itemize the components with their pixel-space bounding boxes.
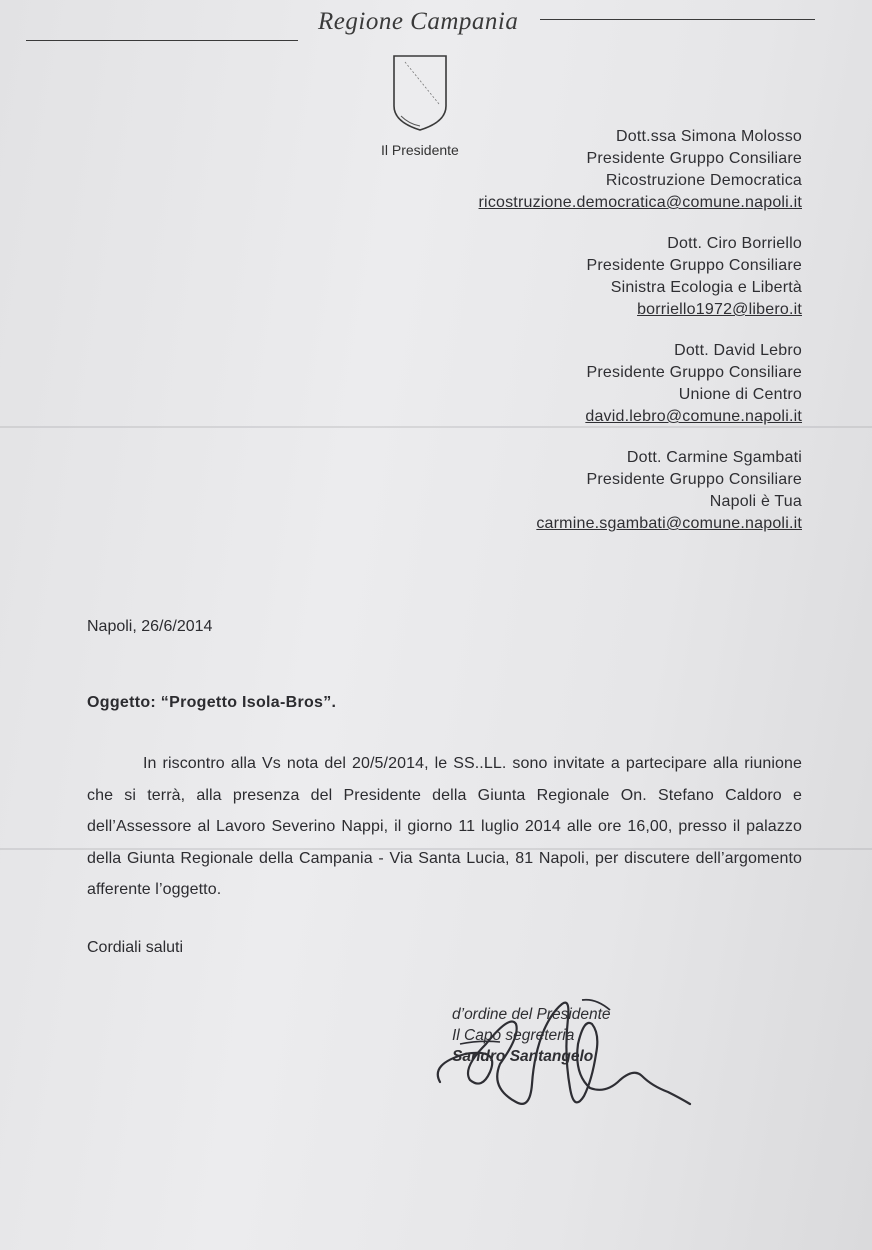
recipient-group: Sinistra Ecologia e Libertà xyxy=(610,279,802,296)
signature-block xyxy=(452,1004,611,1067)
letter-subject: Oggetto: “Progetto Isola-Bros”. xyxy=(87,694,337,711)
recipient-name: Dott.ssa Simona Molosso xyxy=(615,128,802,145)
recipient-role: Presidente Gruppo Consiliare xyxy=(586,471,802,488)
recipient-role: Presidente Gruppo Consiliare xyxy=(586,257,802,274)
signature-line: Il Capo segreteria xyxy=(452,1027,575,1044)
recipient xyxy=(382,340,802,428)
letter-body: In riscontro alla Vs nota del 20/5/2014, le SS..LL. sono invitate a partecipare alla riunione che si terrà, alla presenza del Presidente della Giunta Regionale On. Stefano Caldoro e dell’Assessore al Lavoro Severino Nappi, il giorno 11 luglio 2014 alle ore 16,00, presso il palazzo della Giunta Regionale della Campania - Via Santa Lucia, 81 Napoli, per discutere dell’argomento afferente l’oggetto. xyxy=(87,755,802,898)
recipient xyxy=(382,233,802,321)
recipient-group: Napoli è Tua xyxy=(709,493,802,510)
recipient-group: Unione di Centro xyxy=(678,386,802,403)
recipient-email[interactable]: david.lebro@comune.napoli.it xyxy=(585,408,802,425)
recipient-email[interactable]: carmine.sgambati@comune.napoli.it xyxy=(536,515,802,532)
recipient-role: Presidente Gruppo Consiliare xyxy=(586,364,802,381)
header-rule-left xyxy=(26,40,298,41)
header-rule-right xyxy=(540,19,815,20)
recipient-email[interactable]: ricostruzione.democratica@comune.napoli.it xyxy=(478,194,802,211)
header-title: Regione Campania xyxy=(318,8,519,35)
recipient-name: Dott. Ciro Borriello xyxy=(667,235,802,252)
recipients-block xyxy=(382,126,802,554)
signatory-name: Sandro Santangelo xyxy=(452,1048,594,1065)
letter-closing: Cordiali saluti xyxy=(87,939,184,956)
recipient-email[interactable]: borriello1972@libero.it xyxy=(637,301,802,318)
recipient-group: Ricostruzione Democratica xyxy=(605,172,802,189)
recipient-name: Dott. David Lebro xyxy=(674,342,802,359)
recipient xyxy=(382,447,802,535)
office-label: Il Presidente xyxy=(381,142,459,158)
letter-date: Napoli, 26/6/2014 xyxy=(87,618,213,635)
recipient-role: Presidente Gruppo Consiliare xyxy=(586,150,802,167)
recipient xyxy=(382,126,802,214)
recipient-name: Dott. Carmine Sgambati xyxy=(626,449,802,466)
signature-line: d’ordine del Presidente xyxy=(452,1006,611,1023)
